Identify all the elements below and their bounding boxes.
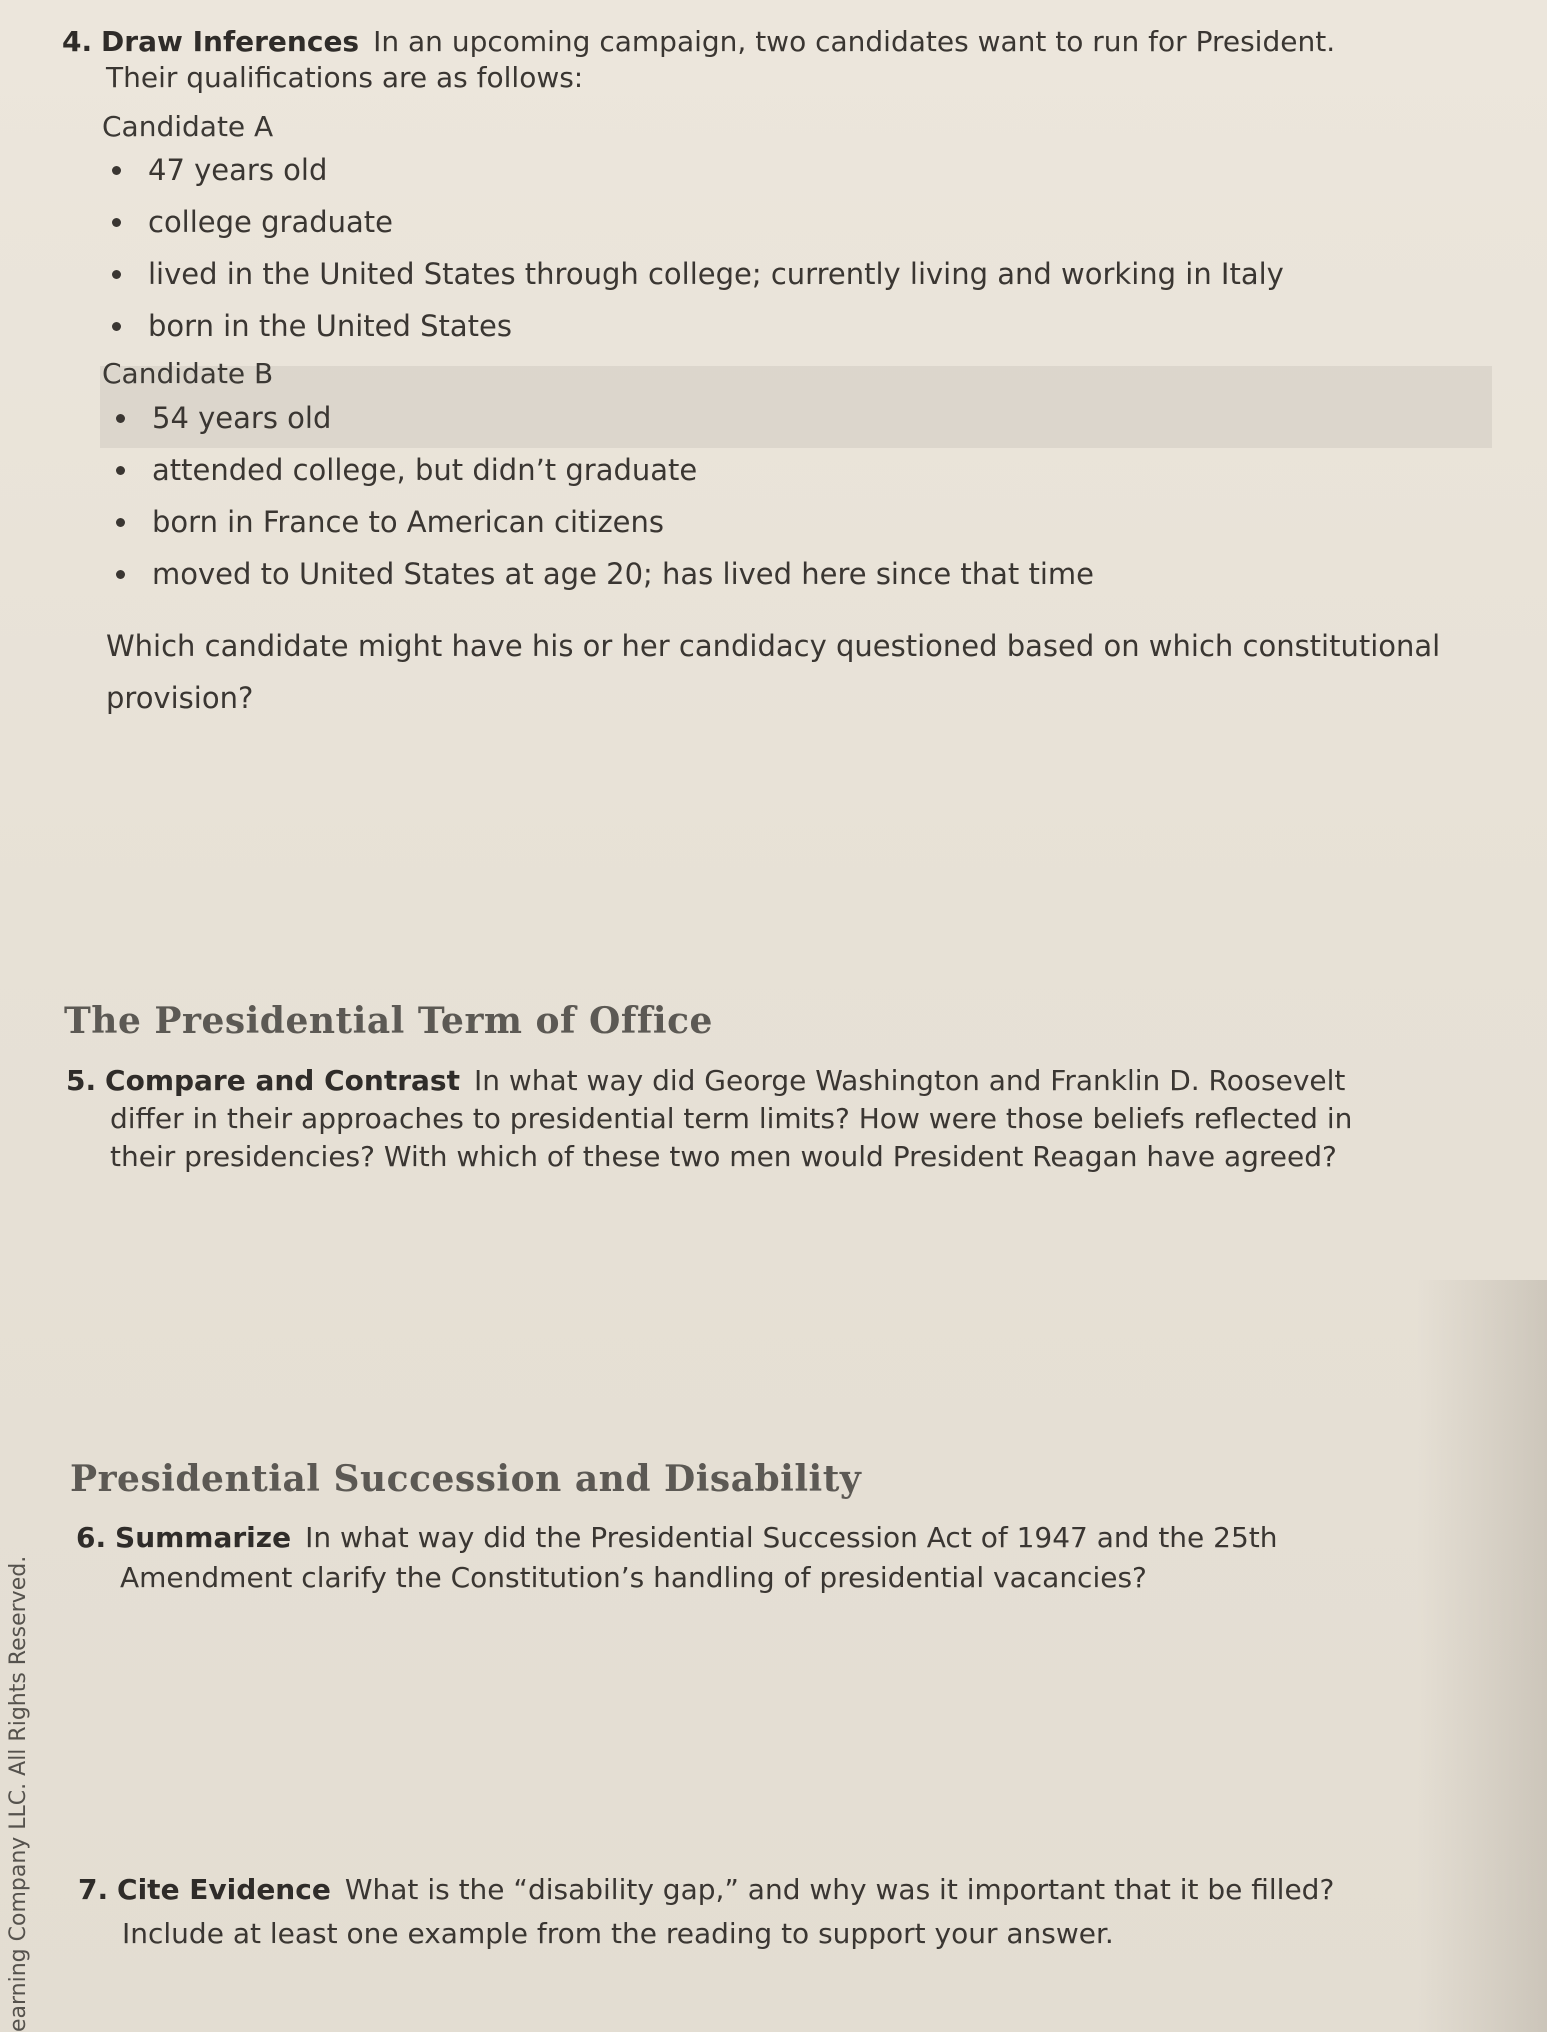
question-heading: Draw Inferences	[101, 25, 360, 58]
candidate-b-qualifications	[116, 392, 1094, 600]
list-item: born in the United States	[112, 300, 1284, 352]
question-text: In an upcoming campaign, two candidates want to run for President.	[373, 25, 1336, 58]
section-heading-term: The Presidential Term of Office	[64, 1000, 713, 1042]
question-text: Include at least one example from the reading to support your answer.	[122, 1917, 1114, 1950]
question-text: differ in their approaches to presidential term limits? How were those beliefs reflected in	[110, 1102, 1353, 1135]
list-item: college graduate	[112, 196, 1284, 248]
copyright-text: earning Company LLC. All Rights Reserved.	[6, 1555, 31, 2032]
list-item: moved to United States at age 20; has lived here since that time	[116, 548, 1094, 600]
question-number: 4.	[62, 25, 93, 58]
question-text: Amendment clarify the Constitution’s handling of presidential vacancies?	[120, 1561, 1147, 1594]
question-text: Their qualifications are as follows:	[106, 61, 584, 94]
question-4-intro	[62, 24, 1482, 96]
candidate-b-label: Candidate B	[102, 357, 274, 390]
question-number: 6.	[76, 1521, 107, 1554]
question-text: their presidencies? With which of these two men would President Reagan have agreed?	[110, 1140, 1337, 1173]
candidate-a-label: Candidate A	[102, 110, 274, 143]
question-5	[66, 1062, 1486, 1176]
list-item: 47 years old	[112, 144, 1284, 196]
question-text: In what way did the Presidential Succession Act of 1947 and the 25th	[305, 1521, 1278, 1554]
list-item: lived in the United States through college; currently living and working in Italy	[112, 248, 1284, 300]
section-heading-succession: Presidential Succession and Disability	[70, 1458, 862, 1500]
question-7	[78, 1868, 1498, 1956]
question-text: provision?	[106, 681, 254, 715]
question-text: In what way did George Washington and Franklin D. Roosevelt	[473, 1064, 1346, 1097]
question-number: 5.	[66, 1064, 97, 1097]
question-6	[76, 1518, 1496, 1598]
question-heading: Cite Evidence	[117, 1873, 331, 1906]
list-item: born in France to American citizens	[116, 496, 1094, 548]
question-text: What is the “disability gap,” and why was it important that it be filled?	[344, 1873, 1335, 1906]
list-item: 54 years old	[116, 392, 1094, 444]
question-heading: Summarize	[115, 1521, 292, 1554]
question-4-prompt	[106, 620, 1526, 724]
question-heading: Compare and Contrast	[105, 1064, 460, 1097]
list-item: attended college, but didn’t graduate	[116, 444, 1094, 496]
question-number: 7.	[78, 1873, 109, 1906]
copyright-notice	[6, 1500, 36, 2032]
candidate-a-qualifications	[112, 144, 1284, 352]
question-text: Which candidate might have his or her candidacy questioned based on which constitutional	[106, 629, 1441, 663]
